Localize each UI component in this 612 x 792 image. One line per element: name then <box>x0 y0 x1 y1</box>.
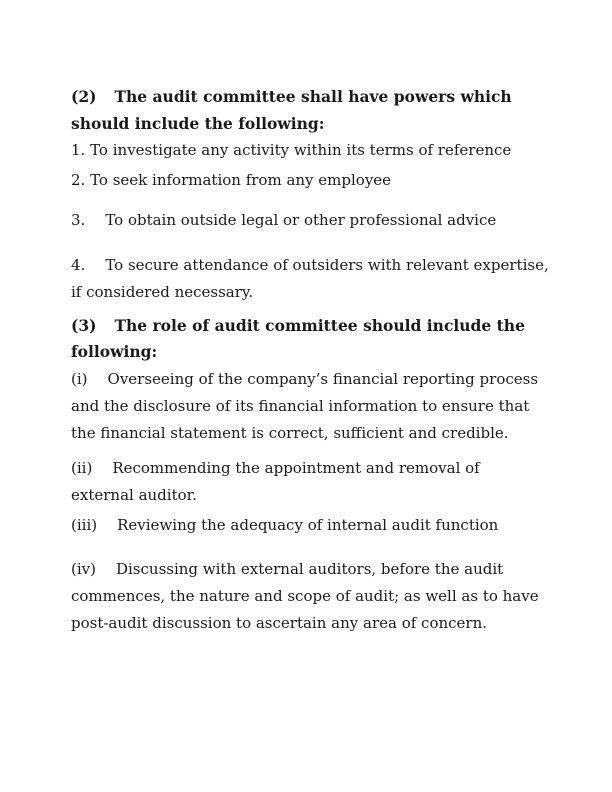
section-3-item-ii-line-1 <box>71 458 480 478</box>
section-2-item-1 <box>71 140 511 160</box>
section-3-heading-line-1 <box>71 316 525 336</box>
section-3-item-i-line-3: the financial statement is correct, sufficient and credible. <box>71 424 509 442</box>
section-3-item-iv-line-1 <box>71 559 503 579</box>
item-text: To investigate any activity within its terms of reference <box>90 141 512 159</box>
item-number: (i) <box>71 370 88 388</box>
item-text: Recommending the appointment and removal of <box>112 459 480 477</box>
item-number: (iv) <box>71 560 96 578</box>
section-2-item-4-line-1 <box>71 255 549 275</box>
section-3-item-iv-line-3: post-audit discussion to ascertain any area of concern. <box>71 614 488 632</box>
item-number: (iii) <box>71 516 98 534</box>
item-text: Reviewing the adequacy of internal audit function <box>117 516 499 534</box>
section-2-item-4-line-2: if considered necessary. <box>71 283 254 301</box>
item-number: 1. <box>71 141 86 159</box>
item-number: 2. <box>71 171 86 189</box>
section-3-item-iv-line-2: commences, the nature and scope of audit; as well as to have <box>71 587 539 605</box>
section-2-heading-line-2: should include the following: <box>71 114 325 133</box>
section-3-item-i-line-2: and the disclosure of its financial information to ensure that <box>71 397 530 415</box>
item-number: 4. <box>71 256 86 274</box>
section-3-item-ii-line-2: external auditor. <box>71 486 197 504</box>
section-3-number: (3) <box>71 316 97 335</box>
section-3-heading-text-1: The role of audit committee should include the <box>114 316 525 335</box>
item-number: 3. <box>71 211 86 229</box>
item-number: (ii) <box>71 459 93 477</box>
section-2-heading-text-1: The audit committee shall have powers which <box>114 87 512 106</box>
item-text: To obtain outside legal or other professional advice <box>105 211 497 229</box>
section-3-item-i-line-1 <box>71 369 538 389</box>
item-text: Overseeing of the company’s financial reporting process <box>107 370 539 388</box>
item-text: To seek information from any employee <box>90 171 392 189</box>
section-2-heading-line-1 <box>71 87 512 107</box>
section-2-number: (2) <box>71 87 97 106</box>
section-3-item-iii <box>71 515 498 535</box>
section-2-item-3 <box>71 210 496 230</box>
item-text: Discussing with external auditors, before the audit <box>115 560 504 578</box>
section-2-item-2 <box>71 170 391 190</box>
item-text: To secure attendance of outsiders with relevant expertise, <box>105 256 549 274</box>
section-3-heading-line-2: following: <box>71 342 158 361</box>
